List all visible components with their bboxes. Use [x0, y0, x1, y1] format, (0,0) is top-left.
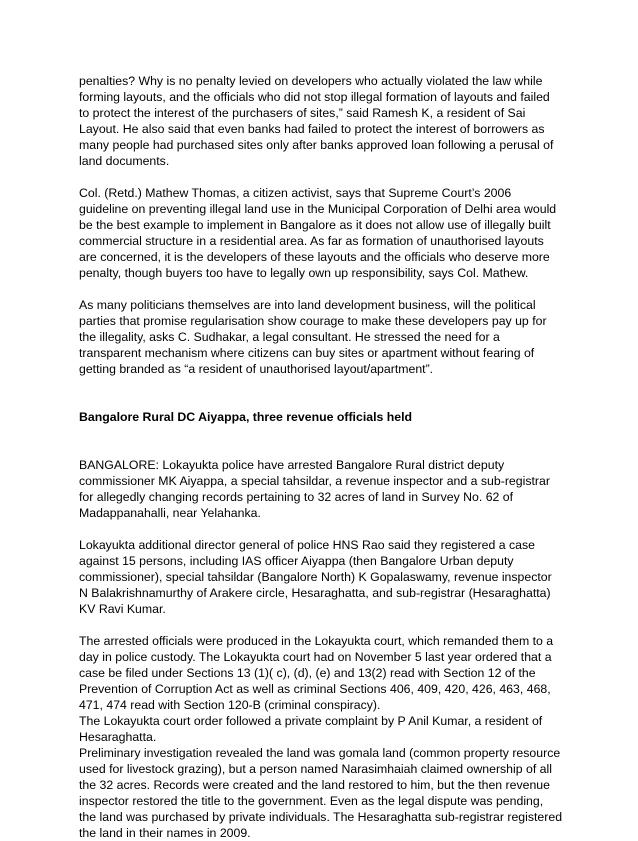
paragraph-court-custody: The arrested officials were produced in the Lokayukta court, which remanded them to a day in police custody. The Lokayukta court had on November 5 last year ordered that a case be filed under Sections 13 (1)( c), (d), (e) and 13(2) read with Section 12 of the Prevention of Corruption Act as well as criminal Sections 406, 409, 420, 426, 463, 468, 471, 474 read with Section 120-B (criminal conspiracy). [79, 634, 554, 712]
paragraph-private-complaint: The Lokayukta court order followed a private complaint by P Anil Kumar, a resident of Hesaraghatta. [79, 714, 543, 744]
paragraph-mathew-thomas: Col. (Retd.) Mathew Thomas, a citizen activist, says that Supreme Court’s 2006 guideline on preventing illegal land use in the Municipal Corporation of Delhi area would be the best example to implement in Bangalore as it does not allow use of illegally built commercial structure in a residential area. As far as formation of unauthorised layouts are concerned, it is the developers of these layouts and the officials who deserve more penalty, though buyers too have to legally own up responsibility, says Col. Mathew. [79, 186, 557, 280]
document-page [79, 73, 563, 841]
paragraph-penalties: penalties? Why is no penalty levied on developers who actually violated the law while forming layouts, and the officials who did not stop illegal formation of layouts and failed to protect the interest of the purchasers of sites,” said Ramesh K, a resident of Sai Layout. He also said that even banks had failed to protect the interest of borrowers as many people had purchased sites only after banks approved loan following a perusal of land documents. [79, 74, 554, 168]
article-heading: Bangalore Rural DC Aiyappa, three revenue officials held [79, 410, 413, 424]
paragraph-investigation: Preliminary investigation revealed the land was gomala land (common property resource used for livestock grazing), but a person named Narasimhaiah claimed ownership of all the 32 acres. Records were created and the land restored to him, but the then revenue inspector restored the title to the government. Even as the legal dispute was pending, the land was purchased by private individuals. The Hesaraghatta sub-registrar registered the land in their names in 2009. [79, 746, 563, 840]
paragraph-case-registered: Lokayukta additional director general of police HNS Rao said they registered a case against 15 persons, including IAS officer Aiyappa (then Bangalore Urban deputy commissioner), special tahsildar (Bangalore North) K Gopalaswamy, revenue inspector N Balakrishnamurthy of Arakere circle, Hesaraghatta, and sub-registrar (Hesaraghatta) KV Ravi Kumar. [79, 538, 552, 616]
paragraph-bangalore-arrest: BANGALORE: Lokayukta police have arrested Bangalore Rural district deputy commissioner MK Aiyappa, a special tahsildar, a revenue inspector and a sub-registrar for allegedly changing records pertaining to 32 acres of land in Survey No. 62 of Madappanahalli, near Yelahanka. [79, 458, 550, 520]
paragraph-politicians: As many politicians themselves are into land development business, will the political parties that promise regularisation show courage to make these developers pay up for the illegality, asks C. Sudhakar, a legal consultant. He stressed the need for a transparent mechanism where citizens can buy sites or apartment without fearing of getting branded as “a resident of unauthorised layout/apartment”. [79, 298, 547, 376]
